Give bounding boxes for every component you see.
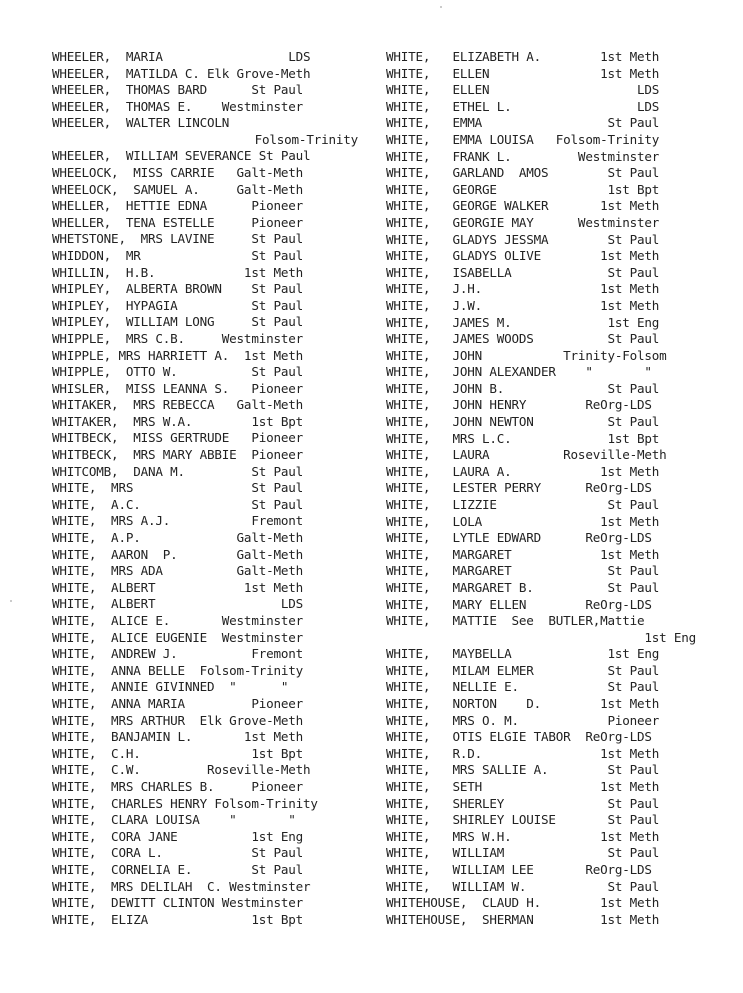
- entry-row: [52, 348, 358, 365]
- entry-text: WHITE, LAURA Roseville-Meth: [386, 447, 667, 463]
- entry-row: [386, 845, 696, 862]
- entry-row: [52, 430, 358, 447]
- entry-text: WHITE, ALBERT 1st Meth: [52, 579, 303, 595]
- entry-row: [52, 746, 358, 763]
- entry-row: [386, 149, 696, 166]
- entry-row: [386, 613, 696, 646]
- entry-row: [386, 497, 696, 514]
- entry-row: [386, 779, 696, 796]
- entry-row: [386, 464, 696, 481]
- entry-text: WHITAKER, MRS W.A. 1st Bpt: [52, 413, 303, 429]
- entry-row: [386, 729, 696, 746]
- entry-text: WHITE, A.P. Galt-Meth: [52, 530, 303, 546]
- entry-row: [52, 762, 358, 779]
- entry-row: [52, 646, 358, 663]
- entry-row: [386, 646, 696, 663]
- entry-row: [52, 331, 358, 348]
- entry-row: [386, 431, 696, 448]
- entry-text: WHITE, MRS O. M. Pioneer: [386, 712, 660, 728]
- entry-text: WHITE, WILLIAM LEE ReOrg-LDS: [386, 861, 652, 877]
- entry-text: WHITE, J.H. 1st Meth: [386, 281, 660, 297]
- entry-text: WHELLER, TENA ESTELLE Pioneer: [52, 214, 303, 230]
- entry-text: WHITE, WILLIAM St Paul: [386, 845, 660, 861]
- entry-row: [52, 381, 358, 398]
- entry-row: [386, 331, 696, 348]
- entry-row: [386, 115, 696, 132]
- entry-row: [52, 912, 358, 929]
- entry-row: [386, 82, 696, 99]
- entry-row: [52, 447, 358, 464]
- entry-row: [52, 99, 358, 116]
- entry-text: WHITE, R.D. 1st Meth: [386, 745, 660, 761]
- entry-row: [52, 148, 358, 165]
- entry-text: WHITE, MRS ADA Galt-Meth: [52, 563, 303, 579]
- entry-text: WHITE, MRS ARTHUR Elk Grove-Meth: [52, 712, 303, 728]
- entry-text: WHITCOMB, DANA M. St Paul: [52, 463, 303, 479]
- entry-row: [52, 198, 358, 215]
- entry-row: [386, 198, 696, 215]
- entry-row: [386, 414, 696, 431]
- entry-row: [52, 497, 358, 514]
- entry-text: WHITE, EMMA St Paul: [386, 115, 660, 131]
- entry-text: WHITE, GEORGE WALKER 1st Meth: [386, 198, 660, 214]
- entry-row: [52, 265, 358, 282]
- entry-row: [52, 397, 358, 414]
- entry-row: [386, 315, 696, 332]
- left-column: [52, 49, 358, 928]
- entry-text: WHITE, SETH 1st Meth: [386, 778, 660, 794]
- entry-text: WHEELER, WALTER LINCOLN: [52, 115, 230, 131]
- entry-text: WHITE, ELIZA 1st Bpt: [52, 911, 303, 927]
- entry-row: [386, 447, 696, 464]
- entry-text: WHITE, NORTON D. 1st Meth: [386, 695, 660, 711]
- entry-text: WHITE, MRS A.J. Fremont: [52, 513, 303, 529]
- entry-text: WHITE, CORA JANE 1st Eng: [52, 828, 303, 844]
- entry-row: [386, 265, 696, 282]
- entry-row: [386, 397, 696, 414]
- entry-text: WHEELOCK, SAMUEL A. Galt-Meth: [52, 181, 303, 197]
- entry-row: [386, 248, 696, 265]
- entry-row: [386, 99, 696, 116]
- scan-speck: [10, 600, 12, 602]
- entry-text: WHITE, CORA L. St Paul: [52, 845, 303, 861]
- entry-text: WHITE, SHERLEY St Paul: [386, 795, 660, 811]
- entry-text: WHITE, ISABELLA St Paul: [386, 264, 660, 280]
- entry-text: WHITE, GEORGIE MAY Westminster: [386, 214, 660, 230]
- entry-text: WHITE, MRS CHARLES B. Pioneer: [52, 778, 303, 794]
- entry-row: [386, 547, 696, 564]
- entry-row: [52, 248, 358, 265]
- entry-text: WHITE, BANJAMIN L. 1st Meth: [52, 729, 303, 745]
- entry-row: [52, 281, 358, 298]
- entry-text: WHITE, FRANK L. Westminster: [386, 148, 660, 164]
- entry-text: WHITE, LOLA 1st Meth: [386, 513, 660, 529]
- entry-text: WHITE, LIZZIE St Paul: [386, 497, 660, 513]
- entry-row: [52, 779, 358, 796]
- entry-text: WHITE, LESTER PERRY ReOrg-LDS: [386, 480, 652, 496]
- entry-text: WHITE, AARON P. Galt-Meth: [52, 546, 303, 562]
- right-column: [386, 49, 696, 928]
- entry-text: WHITE, JAMES WOODS St Paul: [386, 331, 660, 347]
- entry-text: WHITE, GEORGE 1st Bpt: [386, 181, 660, 197]
- entry-row: [386, 862, 696, 879]
- entry-row: [52, 215, 358, 232]
- entry-row: [386, 597, 696, 614]
- entry-text: WHITE, MAYBELLA 1st Eng: [386, 646, 660, 662]
- entry-text: WHITE, MARGARET 1st Meth: [386, 546, 660, 562]
- entry-text: WHITE, ELIZABETH A. 1st Meth: [386, 49, 660, 64]
- entry-row: [52, 663, 358, 680]
- entry-text: WHEELER, THOMAS BARD St Paul: [52, 82, 303, 98]
- entry-text: WHITE, MRS DELILAH C. Westminster: [52, 878, 311, 894]
- entry-text: WHITE, MRS St Paul: [52, 480, 303, 496]
- entry-text: WHITE, ANNA MARIA Pioneer: [52, 695, 303, 711]
- entry-row: [386, 762, 696, 779]
- entry-text: WHITE, OTIS ELGIE TABOR ReOrg-LDS: [386, 729, 652, 745]
- entry-row: [386, 580, 696, 597]
- entry-row: [386, 663, 696, 680]
- entry-row: [52, 729, 358, 746]
- entry-text: WHITE, ETHEL L. LDS: [386, 98, 660, 114]
- entry-row: [52, 596, 358, 613]
- entry-row: [386, 66, 696, 83]
- entry-text: WHIPPLE, MRS HARRIETT A. 1st Meth: [52, 347, 303, 363]
- entry-row: [52, 679, 358, 696]
- entry-row: [52, 862, 358, 879]
- entry-row: [52, 530, 358, 547]
- entry-text: WHIPPLE, OTTO W. St Paul: [52, 364, 303, 380]
- entry-text: WHITE, JOHN Trinity-Folsom: [386, 347, 667, 363]
- entry-row: [386, 165, 696, 182]
- entry-row: [386, 281, 696, 298]
- entry-row: [386, 215, 696, 232]
- entry-text: WHITE, MARGARET St Paul: [386, 563, 660, 579]
- entry-text: WHITBECK, MISS GERTRUDE Pioneer: [52, 430, 303, 446]
- entry-row: [386, 796, 696, 813]
- entry-text: WHITE, ALBERT LDS: [52, 596, 303, 612]
- entry-text: WHITE, ALICE E. Westminster: [52, 613, 303, 628]
- entry-row: [52, 49, 358, 66]
- entry-text: WHITE, GLADYS JESSMA St Paul: [386, 231, 660, 247]
- entry-text: WHITE, DEWITT CLINTON Westminster: [52, 895, 303, 911]
- entry-row: [52, 613, 358, 630]
- entry-row: [386, 713, 696, 730]
- entry-row: [52, 298, 358, 315]
- entry-text: WHEELER, MATILDA C. Elk Grove-Meth: [52, 65, 311, 81]
- entry-row: [386, 895, 696, 912]
- entry-row: [52, 845, 358, 862]
- entry-row: [52, 563, 358, 580]
- entry-text: WHITE, ANNIE GIVINNED " ": [52, 679, 289, 695]
- entry-continuation: 1st Eng: [644, 629, 696, 645]
- entry-row: [52, 364, 358, 381]
- entry-text: WHITE, C.W. Roseville-Meth: [52, 762, 311, 778]
- entry-text: WHEELER, MARIA LDS: [52, 49, 311, 64]
- entry-text: WHITE, LAURA A. 1st Meth: [386, 463, 660, 479]
- entry-text: WHITE, ANNA BELLE Folsom-Trinity: [52, 662, 303, 678]
- entry-text: WHITEHOUSE, CLAUD H. 1st Meth: [386, 895, 660, 911]
- entry-text: WHIPLEY, WILLIAM LONG St Paul: [52, 314, 303, 330]
- entry-row: [52, 630, 358, 647]
- entry-row: [52, 165, 358, 182]
- entry-row: [52, 182, 358, 199]
- entry-text: WHITE, SHIRLEY LOUISE St Paul: [386, 812, 660, 828]
- entry-text: WHITE, ALICE EUGENIE Westminster: [52, 629, 303, 645]
- entry-text: WHITE, ELLEN LDS: [386, 82, 660, 98]
- entry-row: [52, 547, 358, 564]
- entry-text: WHITE, ANDREW J. Fremont: [52, 646, 303, 662]
- entry-row: [386, 132, 696, 149]
- entry-text: WHITE, WILLIAM W. St Paul: [386, 878, 660, 894]
- entry-text: WHITE, JAMES M. 1st Eng: [386, 314, 660, 330]
- entry-text: WHEELER, THOMAS E. Westminster: [52, 98, 303, 114]
- entry-row: [386, 829, 696, 846]
- entry-text: WHITE, GLADYS OLIVE 1st Meth: [386, 248, 660, 264]
- entry-text: WHITBECK, MRS MARY ABBIE Pioneer: [52, 447, 303, 463]
- entry-text: WHITE, MRS W.H. 1st Meth: [386, 828, 660, 844]
- entry-row: [52, 513, 358, 530]
- entry-row: [52, 713, 358, 730]
- entry-text: WHITEHOUSE, SHERMAN 1st Meth: [386, 911, 660, 927]
- entry-row: [386, 381, 696, 398]
- entry-text: WHELLER, HETTIE EDNA Pioneer: [52, 198, 303, 214]
- entry-text: WHITAKER, MRS REBECCA Galt-Meth: [52, 397, 303, 413]
- entry-text: WHITE, MRS SALLIE A. St Paul: [386, 762, 660, 778]
- entry-row: [52, 82, 358, 99]
- entry-row: [52, 580, 358, 597]
- entry-text: WHISLER, MISS LEANNA S. Pioneer: [52, 380, 303, 396]
- entry-text: WHITE, CLARA LOUISA " ": [52, 812, 296, 828]
- entry-row: [386, 563, 696, 580]
- entry-row: [386, 530, 696, 547]
- entry-text: WHILLIN, H.B. 1st Meth: [52, 264, 303, 280]
- entry-row: [386, 348, 696, 365]
- scan-speck: [440, 6, 442, 8]
- entry-text: WHIPLEY, HYPAGIA St Paul: [52, 297, 303, 313]
- entry-text: WHITE, J.W. 1st Meth: [386, 297, 660, 313]
- entry-text: WHITE, JOHN B. St Paul: [386, 380, 660, 396]
- entry-row: [386, 480, 696, 497]
- entry-row: [386, 879, 696, 896]
- entry-text: WHIPLEY, ALBERTA BROWN St Paul: [52, 281, 303, 297]
- entry-row: [52, 696, 358, 713]
- entry-row: [52, 796, 358, 813]
- entry-text: WHITE, ELLEN 1st Meth: [386, 65, 660, 81]
- entry-text: WHITE, JOHN NEWTON St Paul: [386, 414, 660, 430]
- entry-text: WHITE, MARY ELLEN ReOrg-LDS: [386, 596, 652, 612]
- entry-text: WHITE, JOHN ALEXANDER " ": [386, 364, 652, 380]
- entry-text: WHITE, EMMA LOUISA Folsom-Trinity: [386, 131, 660, 147]
- entry-row: [52, 66, 358, 83]
- entry-row: [52, 115, 358, 148]
- entry-text: WHITE, A.C. St Paul: [52, 496, 303, 512]
- entry-text: WHITE, GARLAND AMOS St Paul: [386, 165, 660, 181]
- entry-row: [386, 298, 696, 315]
- entry-row: [52, 314, 358, 331]
- entry-text: WHITE, LYTLE EDWARD ReOrg-LDS: [386, 530, 652, 546]
- entry-text: WHETSTONE, MRS LAVINE St Paul: [52, 231, 303, 247]
- entry-row: [386, 232, 696, 249]
- entry-text: WHEELER, WILLIAM SEVERANCE St Paul: [52, 148, 311, 164]
- entry-text: WHITE, CHARLES HENRY Folsom-Trinity: [52, 795, 318, 811]
- entry-text: WHITE, MRS L.C. 1st Bpt: [386, 430, 660, 446]
- entry-row: [386, 696, 696, 713]
- entry-text: WHIDDON, MR St Paul: [52, 247, 303, 263]
- entry-row: [52, 414, 358, 431]
- entry-row: [386, 49, 696, 66]
- entry-row: [386, 679, 696, 696]
- entry-row: [386, 812, 696, 829]
- entry-continuation: Folsom-Trinity: [254, 131, 358, 147]
- entry-text: WHIPPLE, MRS C.B. Westminster: [52, 330, 303, 346]
- entry-text: WHEELOCK, MISS CARRIE Galt-Meth: [52, 164, 303, 180]
- entry-row: [386, 182, 696, 199]
- entry-row: [386, 912, 696, 929]
- entry-row: [386, 746, 696, 763]
- entry-row: [52, 812, 358, 829]
- entry-text: WHITE, MARGARET B. St Paul: [386, 580, 660, 595]
- entry-row: [52, 231, 358, 248]
- entry-text: WHITE, MILAM ELMER St Paul: [386, 662, 660, 678]
- entry-row: [52, 464, 358, 481]
- entry-text: WHITE, JOHN HENRY ReOrg-LDS: [386, 397, 652, 413]
- entry-row: [52, 879, 358, 896]
- entry-row: [386, 514, 696, 531]
- entry-row: [52, 829, 358, 846]
- entry-row: [386, 364, 696, 381]
- entry-text: WHITE, CORNELIA E. St Paul: [52, 861, 303, 877]
- entry-row: [52, 480, 358, 497]
- entry-text: WHITE, MATTIE See BUTLER,Mattie: [386, 613, 645, 629]
- entry-text: WHITE, C.H. 1st Bpt: [52, 745, 303, 761]
- entry-text: WHITE, NELLIE E. St Paul: [386, 679, 660, 695]
- entry-row: [52, 895, 358, 912]
